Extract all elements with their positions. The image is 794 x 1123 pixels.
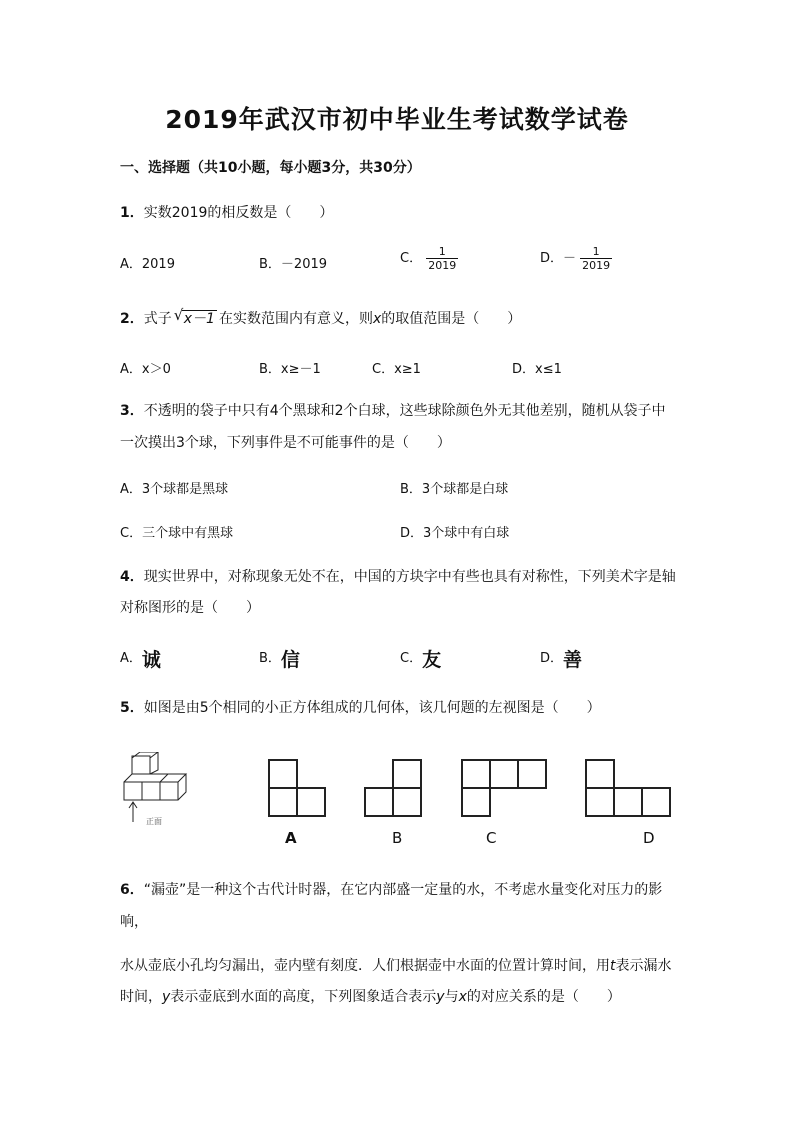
- square: [518, 760, 546, 788]
- square: [393, 788, 421, 816]
- question-text: 不透明的袋子中只有4个黑球和2个白球，这些球除颜色外无其他差别，随机从袋子中: [143, 403, 666, 419]
- q3-option-d: D．3个球中有白球: [400, 526, 510, 541]
- cube-edge: [124, 774, 142, 782]
- question-text: “漏壶”是一种这个古代计时器，在它内部盛一定量的水，不考虑水量变化对压力的影: [143, 882, 663, 898]
- question-text: 在实数范围内有意义，则: [218, 311, 373, 327]
- question-text: 实数2019的相反数是（ ）: [143, 205, 334, 221]
- q4-option-a: [120, 645, 161, 672]
- question-5: [120, 697, 601, 717]
- question-4-continued: 对称图形的是（ ）: [120, 600, 260, 616]
- question-number: 1．: [120, 205, 144, 221]
- q1-option-d: [540, 245, 612, 272]
- question-1: [120, 202, 333, 222]
- fraction-denominator: 2019: [582, 259, 611, 272]
- q5-option-d-label: D: [643, 829, 655, 847]
- option-character: 诚: [141, 649, 161, 671]
- cube-face: [160, 782, 178, 800]
- variable: x: [458, 989, 467, 1005]
- option-character: 善: [563, 649, 583, 671]
- q5-option-c-label: C: [486, 829, 497, 847]
- option-label: D．－: [540, 251, 577, 266]
- q2-option-b: B．x≥－1: [259, 362, 321, 377]
- question-3: [120, 400, 666, 420]
- variable: y: [436, 989, 445, 1005]
- fraction: [580, 245, 612, 272]
- radical-sign: √: [173, 306, 184, 324]
- cube-face: [142, 782, 160, 800]
- q5-option-a-label: A: [285, 829, 297, 847]
- fraction: [426, 245, 458, 272]
- square: [269, 760, 297, 788]
- question-6: [120, 879, 662, 899]
- question-number: 2．: [120, 311, 144, 327]
- section-heading: 一、选择题（共10小题，每小题3分，共30分）: [120, 160, 421, 176]
- question-2: [120, 308, 521, 328]
- q1-option-a: A．2019: [120, 257, 175, 272]
- q5-option-b-label: B: [392, 829, 403, 847]
- variable: y: [162, 989, 171, 1005]
- q4-option-b: [259, 645, 300, 672]
- question-number: 4．: [120, 569, 144, 585]
- q5-option-b-figure: [364, 759, 424, 817]
- q1-option-c: [400, 245, 458, 272]
- q2-option-d: D．x≤1: [512, 362, 562, 377]
- square: [586, 788, 614, 816]
- square: [586, 760, 614, 788]
- square: [269, 788, 297, 816]
- square: [393, 760, 421, 788]
- square: [462, 788, 490, 816]
- q4-option-d: [540, 645, 582, 672]
- question-6-continued: 响，: [120, 914, 148, 930]
- question-text: 式子: [143, 311, 172, 327]
- q5-option-c-figure: [461, 759, 549, 817]
- cube-face: [124, 782, 142, 800]
- square: [490, 760, 518, 788]
- q1-option-b: B．－2019: [259, 257, 328, 272]
- cube-edge: [132, 752, 158, 758]
- option-label: C．: [400, 251, 423, 266]
- question-6-line-3: [120, 955, 672, 975]
- solid-figure: [118, 752, 194, 824]
- question-number: 3．: [120, 403, 144, 419]
- front-view-label: 正面: [146, 817, 162, 826]
- option-character: 信: [280, 649, 300, 671]
- variable: t: [610, 958, 616, 974]
- question-6-line-4: [120, 986, 621, 1006]
- question-4: [120, 566, 676, 586]
- question-text: 的对应关系的是（ ）: [466, 989, 621, 1005]
- q2-option-c: C．x≥1: [372, 362, 421, 377]
- question-text: 与: [444, 989, 459, 1005]
- question-number: 6．: [120, 882, 144, 898]
- q2-option-a: A．x＞0: [120, 362, 171, 377]
- page-title: 2019年武汉市初中毕业生考试数学试卷: [165, 105, 629, 134]
- square: [297, 788, 325, 816]
- q5-option-d-figure: [585, 759, 673, 817]
- radicand: x－1: [183, 311, 215, 327]
- question-text: 表示壶底到水面的高度，下列图象适合表示: [170, 989, 437, 1005]
- question-text: 表示漏水: [615, 958, 672, 974]
- question-text: 如图是由5个相同的小正方体组成的几何体，该几何题的左视图是（ ）: [143, 700, 601, 716]
- q5-option-a-figure: [268, 759, 328, 817]
- q3-option-c: C．三个球中有黑球: [120, 526, 234, 541]
- square-root: [174, 308, 217, 328]
- fraction-denominator: 2019: [428, 259, 457, 272]
- option-character: 友: [422, 649, 442, 671]
- question-text: 水从壶底小孔均匀漏出，壶内壁有刻度．人们根据壶中水面的位置计算时间，用: [120, 958, 610, 974]
- fraction-numerator: 1: [592, 245, 600, 258]
- square: [642, 788, 670, 816]
- q3-option-a: A．3个球都是黑球: [120, 482, 229, 497]
- q3-option-b: B．3个球都是白球: [400, 482, 509, 497]
- square: [614, 788, 642, 816]
- question-text: 时间，: [120, 989, 162, 1005]
- variable: x: [372, 311, 382, 327]
- cube-edge: [160, 774, 186, 782]
- question-text: 现实世界中，对称现象无处不在，中国的方块字中有些也具有对称性，下列美术字是轴: [143, 569, 676, 585]
- q4-option-c: [400, 645, 441, 672]
- question-text: 的取值范围是（ ）: [381, 311, 522, 327]
- square: [365, 788, 393, 816]
- fraction-numerator: 1: [438, 245, 446, 258]
- question-number: 5．: [120, 700, 144, 716]
- cube-face: [132, 756, 150, 774]
- option-label: C．: [400, 651, 423, 666]
- option-label: D．: [540, 651, 564, 666]
- square: [462, 760, 490, 788]
- option-label: A．: [120, 651, 142, 666]
- question-3-continued: 一次摸出3个球，下列事件是不可能事件的是（ ）: [120, 435, 451, 451]
- option-label: B．: [259, 651, 281, 666]
